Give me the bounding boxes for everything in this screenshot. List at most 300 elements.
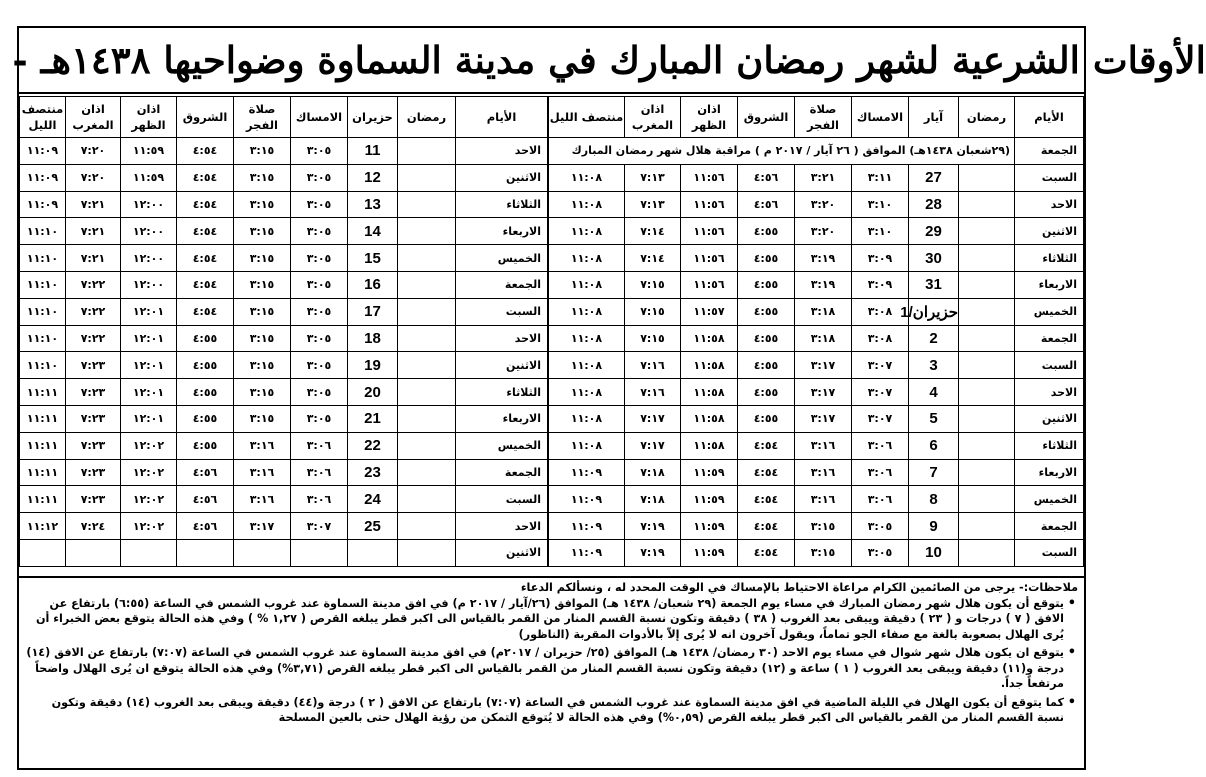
- table-row: [20, 486, 548, 513]
- day-cell: السبت: [1015, 539, 1084, 566]
- imsak-time: ٣:٠٥: [291, 271, 348, 298]
- maghrib-time: ٧:١٤: [625, 245, 681, 272]
- ramadan-cell: [959, 539, 1015, 566]
- maghrib-time: ٧:٢٣: [66, 432, 121, 459]
- table-row: [20, 352, 548, 379]
- midnight-time: ١١:٠٨: [549, 379, 625, 406]
- sunrise-time: ٤:٥٥: [738, 218, 795, 245]
- sunrise-time: ٤:٥٥: [738, 271, 795, 298]
- ramadan-cell: [398, 352, 456, 379]
- ramadan-cell: [959, 379, 1015, 406]
- maghrib-time: ٧:٢٢: [66, 298, 121, 325]
- sunrise-time: ٤:٥٤: [177, 164, 234, 191]
- imsak-time: ٣:٠٩: [852, 271, 909, 298]
- date-cell: 9: [909, 513, 959, 540]
- sunrise-time: ٤:٥٦: [177, 459, 234, 486]
- date-cell: 13: [348, 191, 398, 218]
- ramadan-cell: [398, 405, 456, 432]
- sunrise-time: ٤:٥٦: [738, 191, 795, 218]
- table-row: [20, 513, 548, 540]
- fajr-time: ٣:١٦: [234, 459, 291, 486]
- date-cell: 10: [909, 539, 959, 566]
- note-item: • يتوقع ان يكون هلال شهر شوال في مساء يوم الاحد (٣٠ رمضان/ ١٤٣٨ هـ) الموافق (٢٥/ حزيران / ٢٠١٧م) في افق مدينة السماوة عند غروب الشمس في الساعة (٧:٠٧) بارتفاع عن الافق (١٤) درجة و(١١) دقيقة ويبقى بعد الغروب ( ١ ) ساعة و (١٢) دقيقة وتكون نسبة القسم المنار من القمر بالقياس الى اكبر قطر يبلغه القرص (٣,٧١%) وفي هذه الحالة يتوقع ان يُرى الهلال واضحاً مرتفعاً جداً.: [25, 645, 1064, 692]
- day-cell: الخميس: [456, 245, 548, 272]
- maghrib-time: ٧:١٨: [625, 459, 681, 486]
- date-cell: 6: [909, 432, 959, 459]
- maghrib-time: ٧:٢٣: [66, 379, 121, 406]
- sunrise-time: [177, 539, 234, 566]
- midnight-time: ١١:١٠: [20, 218, 66, 245]
- column-header: رمضان: [398, 97, 456, 138]
- table-header-row: [549, 97, 1084, 138]
- maghrib-time: ٧:١٦: [625, 379, 681, 406]
- day-cell: الجمعة: [456, 459, 548, 486]
- date-cell: 31: [909, 271, 959, 298]
- sunrise-time: ٤:٥٤: [177, 298, 234, 325]
- maghrib-time: ٧:٢١: [66, 218, 121, 245]
- table-row: [549, 432, 1084, 459]
- day-cell: الاثنين: [1015, 218, 1084, 245]
- midnight-time: ١١:١٠: [20, 245, 66, 272]
- ramadan-cell: [398, 325, 456, 352]
- sunrise-time: ٤:٥٤: [738, 486, 795, 513]
- table-row: [20, 138, 548, 165]
- maghrib-time: [66, 539, 121, 566]
- day-cell: الثلاثاء: [1015, 245, 1084, 272]
- ramadan-cell: [398, 539, 456, 566]
- day-cell: الاثنين: [456, 539, 548, 566]
- table-row: [549, 325, 1084, 352]
- notes-list: [25, 596, 1078, 726]
- sunrise-time: ٤:٥٥: [177, 432, 234, 459]
- maghrib-time: ٧:٢٠: [66, 138, 121, 165]
- column-header: منتصف الليل: [549, 97, 625, 138]
- date-cell: 21: [348, 405, 398, 432]
- page-title: الأوقات الشرعية لشهر رمضان المبارك في مدينة السماوة وضواحيها ١٤٣٨هـ -: [19, 28, 1084, 94]
- fajr-time: ٣:١٥: [234, 379, 291, 406]
- note-item: • كما يتوقع أن يكون الهلال في الليلة الماضية في افق مدينة السماوة عند غروب الشمس في الساعة (٧:٠٧) بارتفاع عن الافق ( ٢ ) درجة و(٤٤) دقيقة ويبقى بعد الغروب (١٤) دقيقة وتكون نسبة القسم المنار من القمر بالقياس الى اكبر قطر يبلغه القرص (٠,٥٩%) وفي هذه الحالة لا يُتوقع التمكن من رؤية الهلال حتى بالعين المسلحة: [25, 695, 1064, 726]
- fajr-time: ٣:١٥: [234, 164, 291, 191]
- imsak-time: ٣:٠٧: [852, 379, 909, 406]
- midnight-time: [20, 539, 66, 566]
- column-header: الأيام: [456, 97, 548, 138]
- sunrise-time: ٤:٥٥: [177, 325, 234, 352]
- ramadan-cell: [398, 138, 456, 165]
- dhuhr-time: ١٢:٠١: [121, 298, 177, 325]
- midnight-time: ١١:١١: [20, 432, 66, 459]
- table-row: [549, 459, 1084, 486]
- sunrise-time: ٤:٥٤: [177, 191, 234, 218]
- notes-header: ملاحظات:- يرجى من الصائمين الكرام مراعاة الاحتياط بالإمساك في الوقت المحدد له ، ونسألكم الدعاء: [520, 581, 1078, 594]
- maghrib-time: ٧:٢١: [66, 191, 121, 218]
- day-cell: الاحد: [1015, 379, 1084, 406]
- note-item: • يتوقع أن يكون هلال شهر رمضان المبارك في مساء يوم الجمعة (٢٩ شعبان/ ١٤٣٨ هـ) الموافق (٢٦/آيار / ٢٠١٧ م) في افق مدينة السماوة عند غروب الشمس في الساعة (٦:٥٥) بارتفاع عن الافق ( ٧ ) درجات و ( ٢٣ ) دقيقة ويبقى بعد الغروب ( ٣٨ ) دقيقة وتكون نسبة القسم المنار من القمر بالقياس الى اكبر قطر يبلغه القرص ( ١,٢٧ % ) وفي هذه الحالة يتوقع بعض الخبراء أن يُرى الهلال بصعوبة بالغة مع صفاء الجو تماماً، ويقول آخرون انه لا يُرى إلاّ بالأدوات المقربة (الناظور): [25, 596, 1064, 643]
- table-row: [20, 271, 548, 298]
- table-row: [20, 245, 548, 272]
- table-row: [549, 513, 1084, 540]
- maghrib-time: ٧:٢٢: [66, 325, 121, 352]
- fajr-time: ٣:١٥: [234, 138, 291, 165]
- midnight-time: ١١:٠٩: [549, 513, 625, 540]
- fajr-time: ٣:١٥: [234, 352, 291, 379]
- table-row: [20, 298, 548, 325]
- ramadan-cell: [959, 405, 1015, 432]
- date-cell: 17: [348, 298, 398, 325]
- column-header: الشروق: [177, 97, 234, 138]
- maghrib-time: ٧:١٣: [625, 164, 681, 191]
- column-header: اذان المغرب: [625, 97, 681, 138]
- dhuhr-time: ١١:٥٩: [681, 513, 738, 540]
- fajr-time: ٣:١٦: [795, 459, 852, 486]
- imsak-time: ٣:٠٦: [852, 486, 909, 513]
- date-cell: 28: [909, 191, 959, 218]
- fajr-time: [234, 539, 291, 566]
- midnight-time: ١١:٠٨: [549, 325, 625, 352]
- day-cell: الثلاثاء: [1015, 432, 1084, 459]
- date-cell: 8: [909, 486, 959, 513]
- date-cell: 19: [348, 352, 398, 379]
- date-cell: 23: [348, 459, 398, 486]
- fajr-time: ٣:١٥: [234, 271, 291, 298]
- maghrib-time: ٧:١٧: [625, 432, 681, 459]
- midnight-time: ١١:١١: [20, 405, 66, 432]
- day-cell: الخميس: [456, 432, 548, 459]
- ramadan-cell: [959, 459, 1015, 486]
- day-cell: الاثنين: [456, 164, 548, 191]
- imsak-time: ٣:٠٥: [291, 245, 348, 272]
- day-cell: الخميس: [1015, 298, 1084, 325]
- table-row: [20, 459, 548, 486]
- ramadan-cell: [398, 486, 456, 513]
- midnight-time: ١١:١٠: [20, 352, 66, 379]
- table-row: [20, 379, 548, 406]
- midnight-time: ١١:٠٩: [20, 164, 66, 191]
- day-cell: الاربعاء: [456, 405, 548, 432]
- ramadan-cell: [959, 298, 1015, 325]
- imsak-time: ٣:٠٦: [291, 486, 348, 513]
- fajr-time: ٣:١٥: [234, 325, 291, 352]
- imsak-time: ٣:٠٥: [291, 138, 348, 165]
- fajr-time: ٣:١٦: [795, 432, 852, 459]
- sunrise-time: ٤:٥٤: [177, 218, 234, 245]
- day-cell: الاثنين: [456, 352, 548, 379]
- fajr-time: ٣:١٧: [234, 513, 291, 540]
- ramadan-cell: [959, 352, 1015, 379]
- fajr-time: ٣:١٦: [795, 486, 852, 513]
- table-row: [549, 138, 1084, 165]
- dhuhr-time: ١١:٥٦: [681, 191, 738, 218]
- fajr-time: ٣:١٨: [795, 298, 852, 325]
- day-cell: الاحد: [456, 138, 548, 165]
- imsak-time: ٣:٠٦: [291, 432, 348, 459]
- dhuhr-time: ١١:٥٨: [681, 379, 738, 406]
- table-row: [549, 164, 1084, 191]
- dhuhr-time: ١١:٥٨: [681, 352, 738, 379]
- sunrise-time: ٤:٥٤: [738, 539, 795, 566]
- table-row: [549, 539, 1084, 566]
- maghrib-time: ٧:٢٣: [66, 405, 121, 432]
- ramadan-cell: [398, 218, 456, 245]
- maghrib-time: ٧:١٥: [625, 271, 681, 298]
- document-frame: [12, 26, 1206, 770]
- column-header: اذان المغرب: [66, 97, 121, 138]
- fajr-time: ٣:١٧: [795, 405, 852, 432]
- midnight-time: ١١:١١: [20, 379, 66, 406]
- midnight-time: ١١:٠٨: [549, 218, 625, 245]
- date-cell: [348, 539, 398, 566]
- fajr-time: ٣:٢٠: [795, 218, 852, 245]
- dhuhr-time: ١١:٥٦: [681, 271, 738, 298]
- dhuhr-time: ١٢:٠١: [121, 352, 177, 379]
- day-cell: السبت: [1015, 352, 1084, 379]
- date-cell: 16: [348, 271, 398, 298]
- maghrib-time: ٧:١٩: [625, 539, 681, 566]
- imsak-time: ٣:٠٥: [291, 352, 348, 379]
- dhuhr-time: ١١:٥٩: [121, 164, 177, 191]
- dhuhr-time: ١٢:٠٠: [121, 218, 177, 245]
- midnight-time: ١١:٠٨: [549, 405, 625, 432]
- day-cell: الثلاثاء: [456, 191, 548, 218]
- imsak-time: ٣:٠٦: [291, 459, 348, 486]
- table-row: [549, 405, 1084, 432]
- fajr-time: ٣:١٥: [795, 513, 852, 540]
- day-cell: الخميس: [1015, 486, 1084, 513]
- day-cell: الجمعة: [1015, 138, 1084, 165]
- day-cell: السبت: [456, 298, 548, 325]
- table-row: [549, 379, 1084, 406]
- table-row: [20, 191, 548, 218]
- imsak-time: ٣:٠٨: [852, 298, 909, 325]
- column-header: اذان الظهر: [681, 97, 738, 138]
- table-row: [549, 191, 1084, 218]
- date-cell: 7: [909, 459, 959, 486]
- fajr-time: ٣:١٩: [795, 245, 852, 272]
- dhuhr-time: ١١:٥٩: [681, 459, 738, 486]
- midnight-time: ١١:٠٨: [549, 245, 625, 272]
- notes-section: [19, 576, 1084, 770]
- ramadan-cell: [959, 245, 1015, 272]
- ramadan-cell: [398, 191, 456, 218]
- ramadan-cell: [959, 486, 1015, 513]
- ramadan-cell: [398, 245, 456, 272]
- table-row: [549, 352, 1084, 379]
- day-cell: الثلاثاء: [456, 379, 548, 406]
- fajr-time: ٣:١٩: [795, 271, 852, 298]
- imsak-time: ٣:٠٥: [852, 513, 909, 540]
- imsak-time: ٣:٠٥: [291, 379, 348, 406]
- table-row: [20, 164, 548, 191]
- midnight-time: ١١:٠٩: [549, 459, 625, 486]
- midnight-time: ١١:١٢: [20, 513, 66, 540]
- midnight-time: ١١:٠٨: [549, 298, 625, 325]
- imsak-time: ٣:٠٥: [291, 191, 348, 218]
- imsak-time: ٣:٠٥: [291, 298, 348, 325]
- column-header: الامساك: [852, 97, 909, 138]
- date-cell: 12: [348, 164, 398, 191]
- ramadan-cell: [398, 379, 456, 406]
- midnight-time: ١١:٠٩: [20, 191, 66, 218]
- column-header: صلاة الفجر: [234, 97, 291, 138]
- dhuhr-time: [121, 539, 177, 566]
- sunrise-time: ٤:٥٥: [177, 352, 234, 379]
- column-header: الأيام: [1015, 97, 1084, 138]
- maghrib-time: ٧:٢٤: [66, 513, 121, 540]
- dhuhr-time: ١٢:٠١: [121, 379, 177, 406]
- day-cell: الاحد: [456, 513, 548, 540]
- sunrise-time: ٤:٥٤: [177, 138, 234, 165]
- column-header: صلاة الفجر: [795, 97, 852, 138]
- maghrib-time: ٧:٢٣: [66, 352, 121, 379]
- day-cell: الاحد: [456, 325, 548, 352]
- dhuhr-time: ١٢:٠٢: [121, 486, 177, 513]
- table-header-row: [20, 97, 548, 138]
- imsak-time: ٣:٠٥: [291, 325, 348, 352]
- sunrise-time: ٤:٥٤: [177, 245, 234, 272]
- fajr-time: ٣:١٥: [234, 405, 291, 432]
- ramadan-cell: [398, 164, 456, 191]
- ramadan-cell: [398, 459, 456, 486]
- dhuhr-time: ١٢:٠١: [121, 325, 177, 352]
- maghrib-time: ٧:١٥: [625, 298, 681, 325]
- table-row: [549, 298, 1084, 325]
- date-cell: 22: [348, 432, 398, 459]
- column-header: الشروق: [738, 97, 795, 138]
- date-cell: 14: [348, 218, 398, 245]
- column-header: اذان الظهر: [121, 97, 177, 138]
- ramadan-cell: [398, 271, 456, 298]
- imsak-time: ٣:٠٨: [852, 325, 909, 352]
- dhuhr-time: ١١:٥٩: [681, 486, 738, 513]
- ramadan-cell: [398, 513, 456, 540]
- imsak-time: ٣:٠٥: [291, 164, 348, 191]
- sunrise-time: ٤:٥٥: [177, 405, 234, 432]
- column-header: حزيران: [348, 97, 398, 138]
- sunrise-time: ٤:٥٥: [738, 379, 795, 406]
- dhuhr-time: ١٢:٠٢: [121, 513, 177, 540]
- sunrise-time: ٤:٥٥: [177, 379, 234, 406]
- sunrise-time: ٤:٥٦: [177, 513, 234, 540]
- sunrise-time: ٤:٥٥: [738, 298, 795, 325]
- column-header: منتصف الليل: [20, 97, 66, 138]
- fajr-time: ٣:١٧: [795, 352, 852, 379]
- day-cell: الجمعة: [1015, 325, 1084, 352]
- ramadan-cell: [959, 513, 1015, 540]
- dhuhr-time: ١١:٥٦: [681, 245, 738, 272]
- sunrise-time: ٤:٥٤: [738, 432, 795, 459]
- date-cell: حزيران/1: [909, 298, 959, 325]
- ramadan-cell: [959, 191, 1015, 218]
- imsak-time: ٣:٠٥: [852, 539, 909, 566]
- imsak-time: [291, 539, 348, 566]
- fajr-time: ٣:١٥: [234, 191, 291, 218]
- midnight-time: ١١:٠٨: [549, 352, 625, 379]
- date-cell: 24: [348, 486, 398, 513]
- imsak-time: ٣:٠٥: [291, 218, 348, 245]
- dhuhr-time: ١١:٥٩: [121, 138, 177, 165]
- sunrise-time: ٤:٥٥: [738, 325, 795, 352]
- date-cell: 5: [909, 405, 959, 432]
- sunrise-time: ٤:٥٤: [738, 513, 795, 540]
- table-row: [20, 218, 548, 245]
- schedule-table-right: [548, 96, 1084, 567]
- imsak-time: ٣:٠٧: [852, 352, 909, 379]
- imsak-time: ٣:٠٧: [291, 513, 348, 540]
- sunrise-time: ٤:٥٤: [177, 271, 234, 298]
- imsak-time: ٣:٠٥: [291, 405, 348, 432]
- table-row: [549, 218, 1084, 245]
- maghrib-time: ٧:١٨: [625, 486, 681, 513]
- dhuhr-time: ١٢:٠٢: [121, 432, 177, 459]
- ramadan-cell: [398, 432, 456, 459]
- dhuhr-time: ١١:٥٦: [681, 218, 738, 245]
- date-cell: 3: [909, 352, 959, 379]
- date-cell: 4: [909, 379, 959, 406]
- maghrib-time: ٧:١٧: [625, 405, 681, 432]
- sunrise-time: ٤:٥٥: [738, 245, 795, 272]
- date-cell: 25: [348, 513, 398, 540]
- table-row: [20, 539, 548, 566]
- day-cell: السبت: [1015, 164, 1084, 191]
- column-header: رمضان: [959, 97, 1015, 138]
- fajr-time: ٣:١٥: [234, 218, 291, 245]
- maghrib-time: ٧:٢١: [66, 245, 121, 272]
- ramadan-cell: [959, 218, 1015, 245]
- midnight-time: ١١:١٠: [20, 271, 66, 298]
- ramadan-cell: [959, 325, 1015, 352]
- fajr-time: ٣:١٥: [795, 539, 852, 566]
- imsak-time: ٣:٠٦: [852, 459, 909, 486]
- midnight-time: ١١:٠٩: [549, 486, 625, 513]
- dhuhr-time: ١١:٥٦: [681, 164, 738, 191]
- midnight-time: ١١:٠٩: [549, 539, 625, 566]
- date-cell: 2: [909, 325, 959, 352]
- sunrise-time: ٤:٥٦: [738, 164, 795, 191]
- sunrise-time: ٤:٥٤: [738, 459, 795, 486]
- table-row: [20, 432, 548, 459]
- day-cell: الجمعة: [456, 271, 548, 298]
- midnight-time: ١١:١٠: [20, 298, 66, 325]
- date-cell: 18: [348, 325, 398, 352]
- dhuhr-time: ١٢:٠٠: [121, 245, 177, 272]
- imsak-time: ٣:١٠: [852, 218, 909, 245]
- imsak-time: ٣:١٠: [852, 191, 909, 218]
- day-cell: الاربعاء: [1015, 271, 1084, 298]
- fajr-time: ٣:١٥: [234, 245, 291, 272]
- day-cell: الاربعاء: [1015, 459, 1084, 486]
- schedule-table-left: [19, 96, 548, 567]
- day-cell: الجمعة: [1015, 513, 1084, 540]
- midnight-time: ١١:١٠: [20, 325, 66, 352]
- date-cell: 27: [909, 164, 959, 191]
- dhuhr-time: ١١:٥٩: [681, 539, 738, 566]
- sunrise-time: ٤:٥٦: [177, 486, 234, 513]
- imsak-time: ٣:٠٩: [852, 245, 909, 272]
- maghrib-time: ٧:٢٣: [66, 486, 121, 513]
- day-cell: الاحد: [1015, 191, 1084, 218]
- fajr-time: ٣:١٨: [795, 325, 852, 352]
- maghrib-time: ٧:٢٠: [66, 164, 121, 191]
- date-cell: 30: [909, 245, 959, 272]
- fajr-time: ٣:١٦: [234, 486, 291, 513]
- date-cell: 20: [348, 379, 398, 406]
- fajr-time: ٣:١٥: [234, 298, 291, 325]
- midnight-time: ١١:١١: [20, 459, 66, 486]
- midnight-time: ١١:٠٨: [549, 432, 625, 459]
- fajr-time: ٣:١٧: [795, 379, 852, 406]
- column-header: آيار: [909, 97, 959, 138]
- table-row: [549, 245, 1084, 272]
- maghrib-time: ٧:١٣: [625, 191, 681, 218]
